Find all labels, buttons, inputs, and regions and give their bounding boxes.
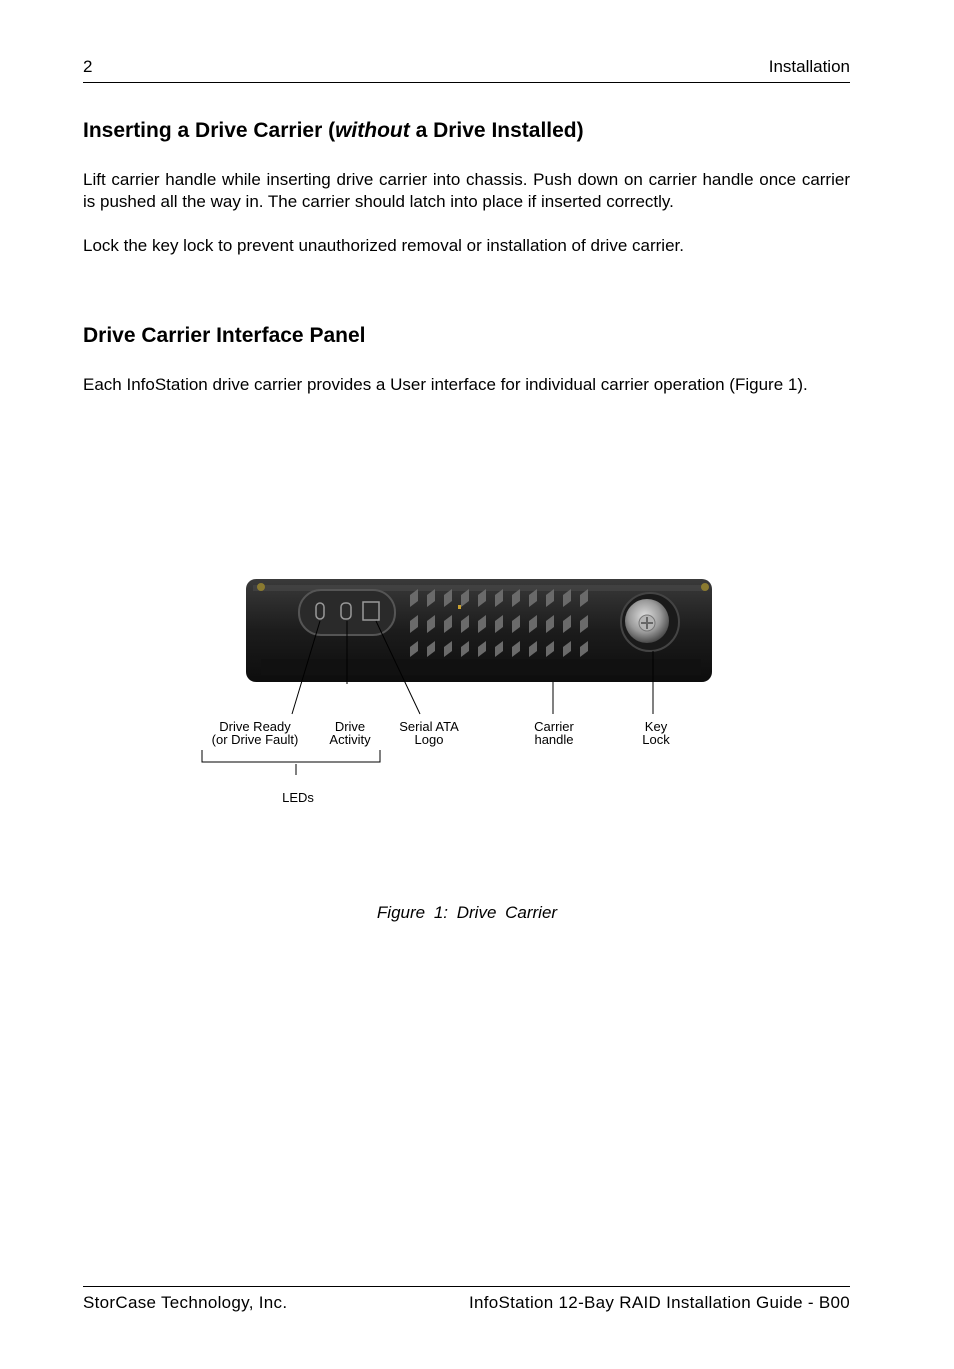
label-carrier-handle: Carrier handle	[534, 719, 574, 747]
footer-company: StorCase Technology, Inc.	[83, 1293, 288, 1312]
label-leds: LEDs	[282, 790, 314, 805]
section-title-inserting-carrier: Inserting a Drive Carrier (without a Drive Installed)	[83, 119, 584, 142]
key-lock-icon	[621, 593, 679, 651]
paragraph-key-lock: Lock the key lock to prevent unauthorized removal or installation of drive carrier.	[83, 236, 684, 255]
paragraph-insert-instructions: Lift carrier handle while inserting drive carrier into chassis. Push down on carrier handle once carrier is pushed all the way in. The carrier should latch into place if inserted correctly.	[83, 170, 850, 211]
label-drive-ready: Drive Ready (or Drive Fault)	[211, 719, 299, 747]
page-number: 2	[83, 57, 93, 76]
paragraph-interface-panel: Each InfoStation drive carrier provides a User interface for individual carrier operation (Figure 1).	[83, 375, 808, 394]
footer-rule	[83, 1286, 850, 1287]
section-name: Installation	[768, 57, 850, 76]
figure-caption: Figure 1: Drive Carrier	[376, 903, 558, 922]
label-serial-ata-logo: Serial ATA Logo	[399, 719, 459, 747]
header-rule	[83, 82, 850, 83]
section-title-interface-panel: Drive Carrier Interface Panel	[83, 324, 366, 347]
footer-guide-title: InfoStation 12-Bay RAID Installation Guide - B00	[468, 1293, 850, 1312]
label-drive-activity: Drive Activity	[329, 719, 371, 747]
label-key-lock: Key Lock	[642, 719, 670, 747]
